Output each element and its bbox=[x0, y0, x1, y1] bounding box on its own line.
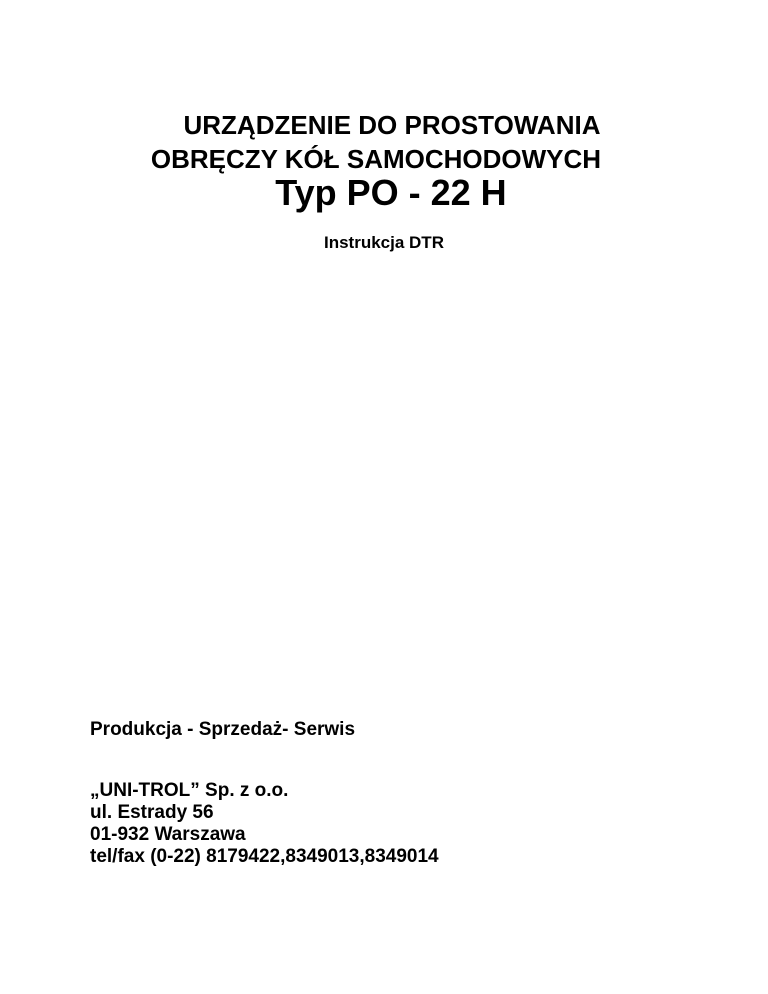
postal-city: 01-932 Warszawa bbox=[90, 824, 246, 845]
title-line-2: OBRĘCZY KÓŁ SAMOCHODOWYCH bbox=[150, 144, 602, 174]
model-title: Typ PO - 22 H bbox=[275, 172, 507, 213]
title-line-1: URZĄDZENIE DO PROSTOWANIA bbox=[183, 110, 601, 140]
services-line: Produkcja - Sprzedaż- Serwis bbox=[90, 719, 356, 740]
phone-fax: tel/fax (0-22) 8179422,8349013,8349014 bbox=[90, 846, 439, 867]
company-address bbox=[90, 780, 439, 868]
street-address: ul. Estrady 56 bbox=[90, 802, 214, 823]
document-subtitle: Instrukcja DTR bbox=[324, 233, 444, 252]
company-name: „UNI-TROL” Sp. z o.o. bbox=[90, 780, 289, 801]
